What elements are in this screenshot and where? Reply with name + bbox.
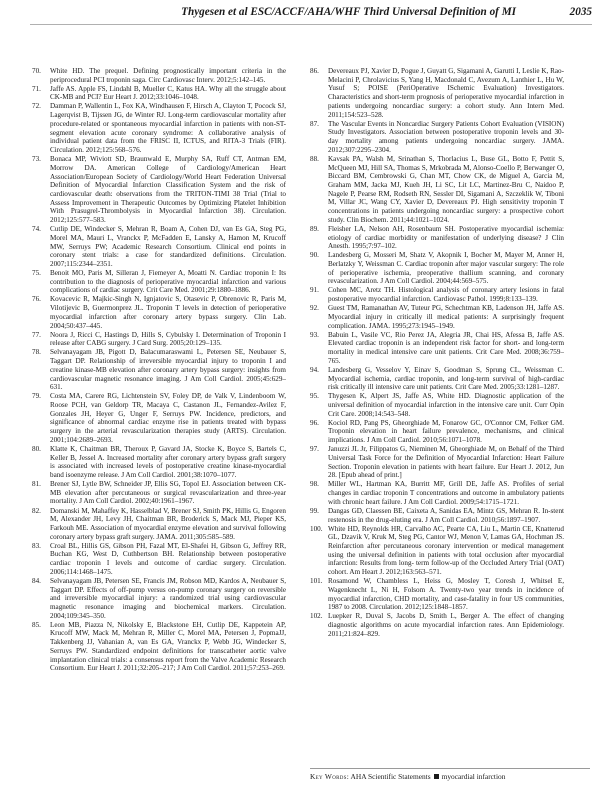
reference-number: 73. (32, 155, 41, 164)
reference-number: 79. (32, 392, 41, 401)
reference-text: Devereaux PJ, Xavier D, Pogue J, Guyatt G, Sigamani A, Garutti I, Leslie K, Rao-Melacini P, Chrolavicius S, Yang H, Macdonald C, Avezum A, Lanthier L, Hu W, Yusuf S; POISE (PeriOperative ISchemic Evaluation) Investigators. Characteristics and short-term prognosis of perioperative myocardial infarction in patients undergoing noncardiac surgery: a cohort study. Ann Intern Med. 2011;154:523–528. (328, 67, 564, 119)
reference-entry (310, 286, 564, 303)
reference-number: 100. (310, 524, 323, 533)
reference-text: Domanski M, Mahaffey K, Hasselblad V, Brener SJ, Smith PK, Hillis G, Engoren M, Alexander JH, Levy JH, Chaitman BR, Broderick S, Mack MJ, Pieper KS, Farkouh ME. Association of myocardial enzyme elevation and survival following coronary artery bypass graft surgery. JAMA. 2011;305:585–589. (50, 506, 286, 541)
reference-number: 76. (32, 295, 41, 304)
reference-entry (32, 507, 286, 542)
keyword-separator-square (434, 774, 439, 779)
reference-number: 98. (310, 480, 319, 489)
reference-text: Selvanayagam JB, Pigott D, Balacumaraswami L, Petersen SE, Neubauer S, Taggart DP. Relationship of irreversible myocardial injury to troponin I and creatine kinase-MB elevation after coronary artery bypass surgery: insights from cardiovascular magnetic resonance imaging. J Am Coll Cardiol. 2005;45:629–631. (50, 348, 286, 392)
reference-number: 99. (310, 506, 319, 515)
reference-entry (310, 525, 564, 577)
reference-number: 91. (310, 286, 319, 295)
reference-entry (32, 577, 286, 621)
reference-entry (310, 507, 564, 524)
reference-entry (310, 67, 564, 119)
reference-number: 75. (32, 269, 41, 278)
reference-number: 81. (32, 480, 41, 489)
reference-text: Jaffe AS. Apple FS, Lindahl B, Mueller C, Katus HA. Why all the struggle about CK-MB and PCI? Eur Heart J. 2012;33:1046–1048. (50, 84, 286, 102)
reference-entry (310, 392, 564, 418)
reference-number: 102. (310, 612, 323, 621)
reference-entry (32, 480, 286, 506)
reference-number: 77. (32, 330, 41, 339)
reference-text: Bonaca MP, Wiviott SD, Braunwald E, Murphy SA, Ruff CT, Antman EM, Morrow DA. American College of Cardiology/American Heart Association/European Society of Cardiology/World Heart Federation Universal Definition of Myocardial Infarction Classification System and the risk of cardiovascular death: observations from the TRITON-TIMI 38 Trial (Trial to Assess Improvement in Therapeutic Outcomes by Optimizing Platelet Inhibition With Prasugrel-Thrombolysis in Myocardial Infarction 38). Circulation. 2012;125:577–583. (50, 155, 286, 225)
reference-text: Cutlip DE, Windecker S, Mehran R, Boam A, Cohen DJ, van Es GA, Steg PG, Morel MA, Mauri L, Vranckx P, McFadden E, Lansky A, Hamon M, Krucoff MW, Serruys PW; Academic Research Consortium. Clinical end points in coronary stent trials: a case for standardized definitions. Circulation. 2007;115:2344–2351. (50, 225, 286, 268)
reference-number: 92. (310, 304, 319, 313)
reference-entry (32, 67, 286, 84)
header-divider (30, 24, 592, 25)
reference-text: Rosamond W, Chambless L, Heiss G, Mosley T, Coresh J, Whitsel E, Wagenknecht L, Ni H, Folsom A. Twenty-two year trends in incidence of myocardial infarction, CHD mortality, and case-fatality in four US communities, 1987 to 2008. Circulation. 2012;125:1848–1857. (328, 577, 564, 612)
reference-text: Januzzi JL Jr, Filippatos G, Nieminen M, Gheorghiade M, on Behalf of the Third Universal Task Force for the Definition of Myocardial Infarction: Heart Failure Section. Troponin elevation in patients with heart failure. Eur Heart J. 2012, Jun 28. [Epub ahead of print.] (328, 445, 564, 480)
running-title: Thygesen et al ESC/ACCF/AHA/WHF Third Universal Definition of MI (181, 6, 516, 18)
reference-entry (310, 120, 564, 155)
reference-number: 72. (32, 102, 41, 111)
reference-number: 88. (310, 154, 319, 163)
references-column-right (310, 67, 564, 639)
reference-number: 94. (310, 365, 319, 374)
reference-entry (310, 445, 564, 480)
reference-number: 86. (310, 67, 319, 75)
keywords-label: Key Words: (310, 772, 350, 781)
reference-text: White HD, Reynolds HR, Carvalho AC, Pearte CA, Liu L, Martin CE, Knatterud GL, Dzavik V, Kruk M, Steg PG, Cantor WJ, Menon V, Lamas GA, Hochman JS. Reinfarction after percutaneous coronary intervention or medical management using the universal definition in patients with total occlusion after myocardial infarction: Results from long- term follow-up of the Occluded Artery Trial (OAT) cohort. Am Heart J. 2012;163:563–571. (328, 524, 564, 577)
reference-entry (32, 348, 286, 392)
reference-entry (310, 419, 564, 445)
reference-text: Kociol RD, Pang PS, Gheorghiade M, Fonarow GC, O'Connor CM, Felker GM. Troponin elevation in heart failure prevalence, mechanisms, and clinical implications. J Am Coll Cardiol. 2010;56:1071–1078. (328, 418, 564, 445)
reference-text: Cohen MC, Aretz TH. Histological analysis of coronary artery lesions in fatal postoperative myocardial infarction. Cardiovasc Pathol. 1999;8:133–139. (328, 286, 564, 304)
reference-text: Brener SJ, Lytle BW, Schneider JP, Ellis SG, Topol EJ. Association between CK-MB elevation after percutaneous or surgical revascularization and three-year mortality. J Am Coll Cardiol. 2002;40:1961–1967. (50, 480, 286, 506)
reference-number: 78. (32, 348, 41, 357)
reference-entry (310, 366, 564, 392)
reference-entry (310, 480, 564, 506)
reference-text: White HD. The prequel. Defining prognostically important criteria in the periprocedural PCI troponin saga. Circ Cardiovasc Interv. 2012;5:142–145. (50, 67, 286, 84)
reference-text: Benoit MO, Paris M, Silleran J, Fiemeyer A, Moatti N. Cardiac troponin I: Its contribution to the diagnosis of perioperative myocardial infarction and various complications of cardiac surgery. Crit Care Med. 2001;29:1880–1886. (50, 269, 286, 295)
reference-number: 97. (310, 445, 319, 454)
reference-number: 87. (310, 119, 319, 128)
reference-text: Croal BL, Hillis GS, Gibson PH, Fazal MT, El-Shafei H, Gibson G, Jeffrey RR, Buchan KG, West D, Cuthbertson BH. Relationship between postoperative cardiac troponin I levels and outcome of cardiac surgery. Circulation. 2006;114:1468–1475. (50, 541, 286, 576)
reference-number: 95. (310, 392, 319, 401)
reference-number: 90. (310, 251, 319, 260)
reference-text: Luepker R, Duval S, Jacobs D, Smith L, Berger A. The effect of changing diagnostic algorithms on acute myocardial infarction rates. Ann Epidemiology. 2011;21:824–829. (328, 612, 564, 638)
reference-text: Costa MA, Carere RG, Lichtenstein SV, Foley DP, de Valk V, Lindenboom W, Roose PCH, van Geldorp TR, Macaya C, Castanon JL, Fernandez-Avilez F, Gonzales JH, Heyer G, Unger F, Serruys PW. Incidence, predictors, and significance of abnormal cardiac enzyme rise in patients treated with bypass surgery in the arterial revascularization therapies study (ARTS). Circulation. 2001;104:2689–2693. (50, 392, 286, 444)
reference-text: Leon MB, Piazza N, Nikolsky E, Blackstone EH, Cutlip DE, Kappetein AP, Krucoff MW, Mack M, Mehran R, Miller C, Morel MA, Petersen J, PopmaJJ, Takkenberg JJ, Vahanian A, van Es GA, Vranckx P, Webb JG, Windecker S, Serruys PW. Standardized endpoint definitions for transcatheter aortic valve implantation clinical trials: a consensus report from the Valve Academic Research Consortium. Eur Heart J. 2011;32:205–217; J Am Coll Cardiol. 2011;57:253–269. (50, 620, 286, 673)
page-number: 2035 (569, 6, 592, 18)
reference-text: Damman P, Wallentin L, Fox KA, Windhausen F, Hirsch A, Clayton T, Pocock SJ, Lagerqvist B, Tijssen JG, de Winter RJ. Long-term cardiovascular mortality after procedure-related or spontaneous myocardial infarction in patients with non-ST-segment elevation acute coronary syndrome: A collaborative analysis of individual patient data from the FRISC II, ICTUS, and RITA-3 Trials (FIR). Circulation. 2012;125:568–576. (50, 102, 286, 155)
reference-text: The Vascular Events in Noncardiac Surgery Patients Cohort Evaluation (VISION) Study Investigators. Association between postoperative troponin levels and 30-day mortality among patients undergoing noncardiac surgery. JAMA. 2012;307:2295–2304. (328, 119, 564, 154)
reference-number: 71. (32, 84, 41, 93)
reference-number: 80. (32, 444, 41, 453)
reference-number: 84. (32, 576, 41, 585)
reference-text: Kovacevic R, Majkic-Singh N, Ignjatovic S, Otasevic P, Obrenovic R, Paris M, Vilotijevic B, Guermonprez JL. Troponin T levels in detection of perioperative myocardial infarction after coronary artery bypass surgery. Clin Lab. 2004;50:437–445. (50, 295, 286, 330)
reference-entry (32, 155, 286, 225)
reference-text: Landesberg G, Vesselov Y, Einav S, Goodman S, Sprung CL, Weissman C. Myocardial ischemia, cardiac troponin, and long-term survival of high-cardiac risk critically ill intensive care unit patients. Crit Care Med. 2005;33:1281–1287. (328, 365, 564, 392)
reference-number: 74. (32, 225, 41, 234)
reference-entry (32, 225, 286, 269)
reference-text: Kavsak PA, Walsh M, Srinathan S, Thorlacius L, Buse GL, Botto F, Pettit S, McQueen MJ, Hill SA, Thomas S, Mrkobrada M, Alonso-Coello P, Berwanger O, Biccard BM, Cembrowski G, Chan MT, Chow CK, de Miguel A, Garcia M, Graham MM, Jacka MJ, Kueh JH, Li SC, Lit LC, Martinez-Bru C, Naidoo P, Nagele P, Pearse RM, Rodseth RN, Sessler DI, Sigamani A, Szczeklik W, Tiboni M, Villar JC, Wang CY, Xavier D, Devereaux PJ. High sensitivity troponin T concentrations in patients undergoing noncardiac surgery: a prospective cohort study. Clin Biochem. 2011;44:1021–1024. (328, 154, 564, 224)
reference-entry (310, 612, 564, 638)
reference-entry (32, 542, 286, 577)
reference-text: Fleisher LA, Nelson AH, Rosenbaum SH. Postoperative myocardial ischemia: etiology of cardiac morbidity or manifestation of underlying disease? J Clin Anesth. 1995;7:97–102. (328, 224, 564, 251)
reference-number: 82. (32, 506, 41, 515)
reference-number: 96. (310, 418, 319, 427)
reference-entry (310, 155, 564, 225)
reference-text: Thygesen K, Alpert JS, Jaffe AS, White HD. Diagnostic application of the universal definition of myocardial infarction in the intensive care unit. Curr Opin Crit Care. 2008;14:543–548. (328, 392, 564, 418)
reference-entry (32, 621, 286, 673)
reference-text: Miller WL, Hartman KA, Burritt MF, Grill DE, Jaffe AS. Profiles of serial changes in cardiac troponin T concentrations and outcome in ambulatory patients with chronic heart failure. J Am Coll Cardiol. 2009;54:1715–1721. (328, 480, 564, 506)
reference-entry (310, 577, 564, 612)
keyword-item: AHA Scientific Statements (350, 772, 431, 781)
keywords-line (310, 772, 592, 781)
reference-text: Guest TM, Ramanathan AV, Tuteur PG, Schechtman KB, Ladenson JH, Jaffe AS. Myocardial injury in critically ill medical patients: A surprisingly frequent complication. JAMA. 1995;273:1945–1949. (328, 304, 564, 330)
reference-entry (32, 85, 286, 102)
reference-number: 101. (310, 577, 323, 586)
reference-text: Babuin L, Vasile VC, Rio Perez JA, Alegria JR, Chai HS, Afessa B, Jaffe AS. Elevated cardiac troponin is an independent risk factor for short- and long-term mortality in medical intensive care unit patients. Crit Care Med. 2008;36:759–765. (328, 330, 564, 365)
reference-entry (310, 251, 564, 286)
reference-text: Selvanayagam JB, Petersen SE, Francis JM, Robson MD, Kardos A, Neubauer S, Taggart DP. Effects of off-pump versus on-pump coronary surgery on reversible and irreversible myocardial injury: a randomized trial using cardiovascular magnetic resonance imaging and biochemical markers. Circulation. 2004;109:345–350. (50, 576, 286, 620)
reference-entry (32, 392, 286, 444)
reference-text: Landesberg G, Mosseri M, Shatz V, Akopnik I, Bocher M, Mayer M, Anner H, Berlatzky Y, Weissman C. Cardiac troponin after major vascular surgery: The role of perioperative ischemia, preoperative thallium scanning, and coronary revascularization. J Am Coll Cardiol. 2004;44:569–575. (328, 251, 564, 286)
reference-entry (32, 269, 286, 295)
reference-text: Noora J, Ricci C, Hastings D, Hills S, Cybulsky I. Determination of Troponin I release after CABG surgery. J Card Surg. 2005;20:129–135. (50, 330, 286, 348)
reference-number: 93. (310, 330, 319, 339)
references-column-left (32, 67, 286, 673)
reference-entry (32, 102, 286, 154)
reference-entry (310, 304, 564, 330)
reference-text: Dangas GD, Claessen BE, Caixeta A, Sanidas EA, Mintz GS, Mehran R. In-stent restenosis in the drug-eluting era. J Am Coll Cardiol. 2010;56:1897–1907. (328, 506, 564, 524)
reference-text: Klatte K, Chaitman BR, Theroux P, Gavard JA, Stocke K, Boyce S, Bartels C, Keller B, Jessel A. Increased mortality after coronary artery bypass graft surgery is associated with increased levels of postoperative creatine kinase-myocardial band isoenzyme release. J Am Coll Cardiol. 2001;38:1070–1077. (50, 444, 286, 480)
keyword-item: myocardial infarction (441, 772, 506, 781)
reference-number: 83. (32, 541, 41, 550)
reference-number: 70. (32, 67, 41, 75)
reference-number: 85. (32, 620, 41, 629)
reference-entry (310, 331, 564, 366)
reference-entry (32, 445, 286, 480)
reference-number: 89. (310, 224, 319, 233)
reference-entry (310, 225, 564, 251)
reference-entry (32, 331, 286, 348)
keywords-divider (310, 768, 590, 769)
reference-entry (32, 295, 286, 330)
